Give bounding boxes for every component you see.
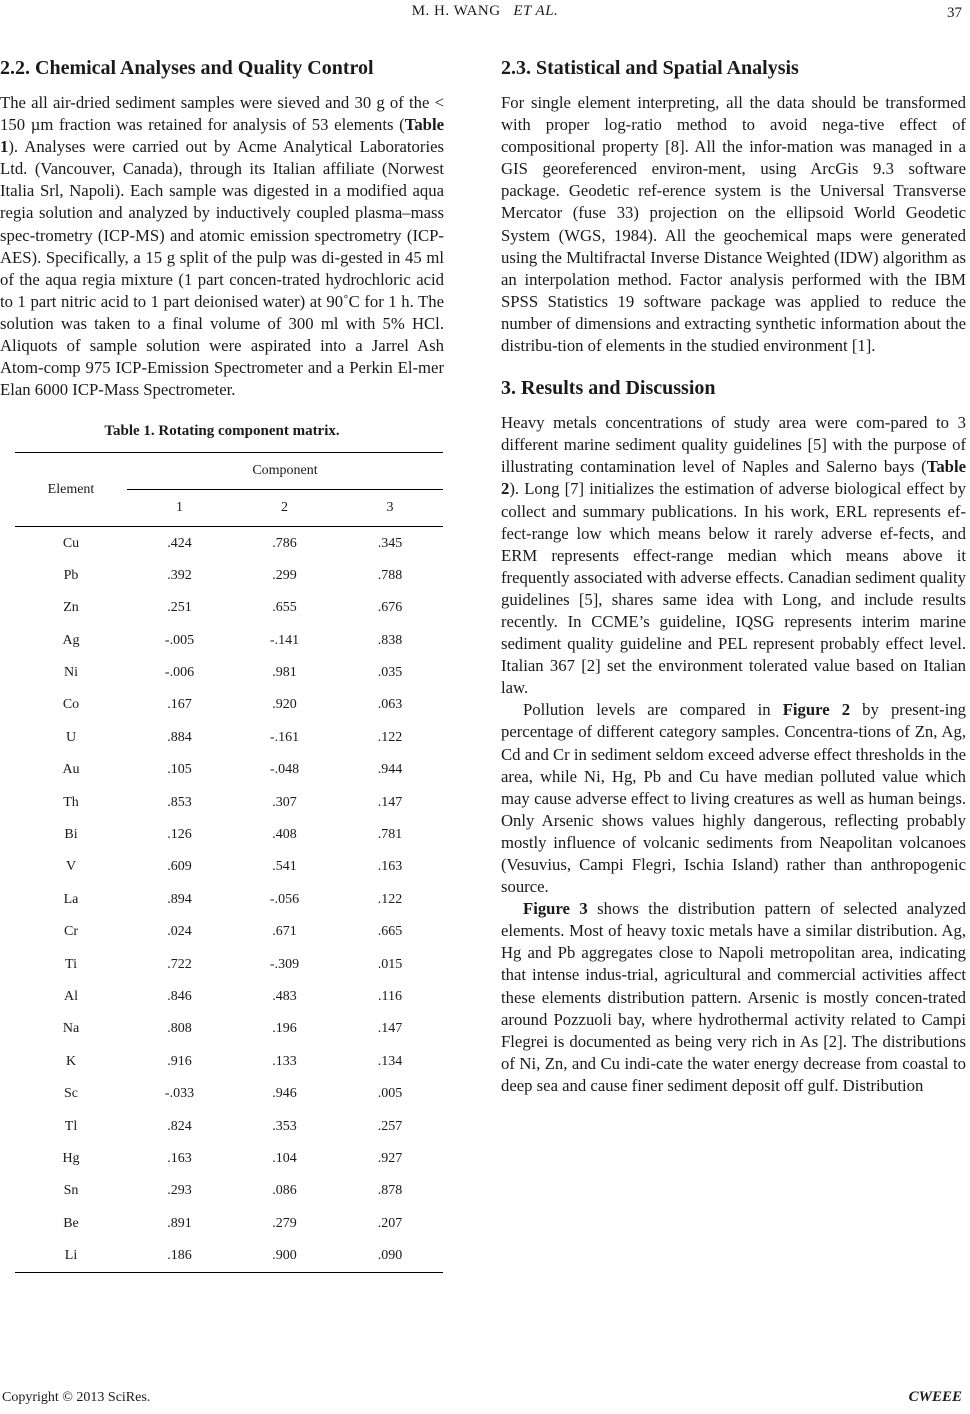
loading-cell: .781	[377, 827, 403, 843]
loading-cell: .884	[167, 729, 192, 745]
text-run: ). Long [7] initializes the estimation of adverse biological effect by collect and summary publications. In his work, ERL represents ef-fect-range low which means below it rarely adverse ef-fects, and ERM represents effect-range median which means above it frequently associated with adverse effects. Canadian sediment quality guidelines [5], shares same idea with Long, and include results recently. In CCME’s guideline, IQSG represents interim marine sediment quality guideline and PEL represent probably effect level. Italian 367 [2] set the environment tolerated value based on Italian law.	[501, 479, 966, 698]
paragraph-chemical-analyses	[0, 92, 444, 401]
figure-2-reference: Figure 2	[782, 700, 851, 720]
loading-cell: .134	[377, 1053, 403, 1069]
loading-cell: .345	[377, 535, 403, 551]
table-row	[15, 1046, 443, 1078]
loading-cell: .163	[377, 859, 403, 875]
loading-cell: .541	[272, 859, 297, 875]
loading-cell: .122	[377, 729, 403, 745]
table-1-reference: Table 1	[0, 115, 444, 157]
loading-cell: .147	[377, 1021, 403, 1037]
element-cell: La	[63, 891, 79, 907]
loading-cell: -.161	[269, 729, 300, 745]
element-cell: Zn	[63, 600, 79, 616]
page-footer	[0, 1384, 970, 1414]
loading-cell: .676	[377, 600, 403, 616]
table-2-reference: Table 2	[501, 457, 966, 499]
figure-3-reference: Figure 3	[523, 899, 588, 919]
text-run: by present-ing percentage of different category samples. Concentra-tions of Zn, Ag, Cd and Cr in sediment seldom exceed adverse effect thresholds in the area, while Ni, Hg, Pb and Cu have median polluted value which may cause adverse effect to living creatures as well as human beings. Only Arsenic shows values highly dangerous, reflecting probably mostly influence of volcanic sediments from Neapolitan volcanoes (Vesuvius, Campi Flegri, Ischia Island) rather than anthropogenic source.	[501, 700, 967, 897]
loading-cell: .424	[167, 535, 192, 551]
loading-cell: .122	[377, 891, 403, 907]
element-cell: Cu	[62, 535, 80, 551]
component-subheader: 2	[232, 490, 337, 527]
loading-cell: -.005	[164, 632, 195, 648]
loading-cell: .722	[167, 956, 192, 972]
running-head	[0, 3, 970, 20]
table-row	[15, 786, 443, 818]
loading-cell: .853	[167, 794, 192, 810]
loading-cell: .063	[377, 697, 403, 713]
table-row	[15, 560, 443, 592]
element-cell: Cr	[64, 924, 78, 940]
table-row	[15, 624, 443, 656]
table-row	[15, 1078, 443, 1110]
loading-cell: .671	[272, 924, 297, 940]
table-row	[15, 527, 443, 560]
loading-cell: .483	[272, 988, 297, 1004]
section-heading-results: 3. Results and Discussion	[501, 377, 716, 400]
loading-cell: .408	[272, 827, 297, 843]
element-cell: Al	[64, 988, 78, 1004]
element-cell: Na	[62, 1021, 80, 1037]
loading-cell: -.033	[164, 1086, 195, 1102]
paragraph-statistical-analysis: For single element interpreting, all the data should be transformed with proper log-ratio method to avoid nega-tive effect of compositional property [8]. All the infor-mation was managed in a GIS georeferenced environ-ment, using ArcGis 9.3 software package. Geodetic ref-erence system is the Universal Transverse Mercator (fuse 33) projection on the ellipsoid World Geodetic System (WGS, 1984). All the geochemical maps were generated using the Multifractal Inverse Distance Weighted (IDW) algorithm as an interpolation method. Factor analysis performed with the IBM SPSS Statistics 19 software package was applied to reduce the number of dimensions and extracting synthetic information about the distribu-tion of elements in the studied environment [1].	[501, 93, 966, 356]
loading-cell: .105	[167, 762, 192, 778]
loading-cell: .824	[167, 1118, 192, 1134]
paragraph-results-3	[501, 898, 966, 1097]
paragraph-results-2	[501, 699, 966, 898]
loading-cell: -.048	[269, 762, 300, 778]
element-cell: Hg	[62, 1150, 80, 1166]
loading-cell: .299	[272, 567, 297, 583]
loading-cell: .251	[167, 600, 192, 616]
right-column	[501, 55, 966, 1097]
component-matrix-table	[15, 452, 443, 1273]
loading-cell: .126	[167, 827, 192, 843]
component-subheader: 3	[337, 490, 443, 527]
element-cell: Sc	[64, 1086, 78, 1102]
loading-cell: .086	[272, 1183, 297, 1199]
paragraph-results-1	[501, 412, 966, 699]
element-cell: K	[65, 1053, 77, 1069]
loading-cell: .005	[377, 1086, 403, 1102]
loading-cell: .090	[337, 1240, 443, 1273]
loading-cell: .392	[167, 567, 192, 583]
table-row	[15, 948, 443, 980]
loading-cell: .207	[377, 1215, 403, 1231]
text-run: shows the distribution pattern of selected analyzed elements. Most of heavy toxic metals have a similar distribution. Ag, Hg and Pb aggregates close to Napoli metropolitan area, indicating that intense indus-trial, agricultural and commercial activities affect these elements distribution pattern. Arsenic is mostly concen-trated around Pozzuoli bay, where hydrothermal activity related to Campi Flegrei is documented as being very rich in As [2]. The distributions of Ni, Zn, and Cu indi-cate the water energy decrease from coastal to deep sea and cause finer sediment deposit off gulf. Distribution	[501, 899, 966, 1095]
left-column	[0, 55, 444, 1273]
page-header	[0, 0, 970, 30]
element-cell: Sn	[63, 1183, 79, 1199]
table-row	[15, 916, 443, 948]
table-row	[15, 981, 443, 1013]
loading-cell: .846	[167, 988, 192, 1004]
component-subheader: 1	[127, 490, 232, 527]
table-row	[15, 884, 443, 916]
element-cell: Bi	[64, 827, 78, 843]
loading-cell: .024	[167, 924, 192, 940]
loading-cell: .946	[272, 1086, 297, 1102]
loading-cell: .163	[167, 1150, 192, 1166]
element-cell: Li	[15, 1240, 127, 1273]
element-cell: Pb	[63, 567, 79, 583]
section-heading-statistical-analysis: 2.3. Statistical and Spatial Analysis	[501, 57, 799, 79]
element-cell: Ni	[64, 665, 78, 681]
loading-cell: .894	[167, 891, 192, 907]
copyright-notice: Copyright © 2013 SciRes.	[2, 1390, 151, 1405]
element-cell: Ag	[62, 632, 80, 648]
text-run: Heavy metals concentrations of study area were com-pared to 3 different marine sediment quality guidelines [5] with the purpose of illustrating contamination level of Naples and Salerno bays (	[501, 413, 966, 477]
loading-cell: .196	[272, 1021, 297, 1037]
loading-cell: .944	[377, 762, 403, 778]
loading-cell: .900	[232, 1240, 337, 1273]
text-run: The all air-dried sediment samples were sieved and 30 g of the < 150 µm fraction was retained for analysis of 53 elements (	[0, 93, 444, 135]
loading-cell: -.141	[269, 632, 300, 648]
table-row	[15, 1143, 443, 1175]
table-row	[15, 819, 443, 851]
loading-cell: .293	[167, 1183, 192, 1199]
element-cell: Tl	[64, 1118, 78, 1134]
loading-cell: .186	[127, 1240, 232, 1273]
table-caption: Table 1. Rotating component matrix.	[104, 423, 340, 440]
loading-cell: .788	[377, 567, 403, 583]
table-row	[15, 1013, 443, 1045]
loading-cell: .167	[167, 697, 192, 713]
loading-cell: .891	[167, 1215, 192, 1231]
element-cell: Au	[62, 762, 80, 778]
table-row	[15, 657, 443, 689]
loading-cell: .878	[377, 1183, 403, 1199]
loading-cell: .257	[377, 1118, 403, 1134]
table-row	[15, 1175, 443, 1207]
table-body	[15, 527, 443, 1273]
text-run: ). Analyses were carried out by Acme Analytical Laboratories Ltd. (Vancouver, Canada), through its Italian affiliate (Norwest Italia Srl, Napoli). Each sample was digested in a modified aqua regia solution and analyzed by inductively coupled plasma–mass spec-trometry (ICP-MS) and atomic emission spectrometry (ICP-AES). Specifically, a 15 g split of the pulp was di-gested in 45 ml of the aqua regia mixture (1 part concen-trated hydrochloric acid to 1 part nitric acid to 1 part deionised water) at 90˚C for 1 h. The solution was taken to a final volume of 300 ml with 5% HCl. Aliquots of sample solution were aspirated into a Jarrel Ash Atom-comp 975 ICP-Emission Spectrometer and a Perkin El-mer Elan 6000 ICP-Mass Spectrometer.	[0, 137, 444, 400]
element-cell: Be	[63, 1215, 79, 1231]
loading-cell: .808	[167, 1021, 192, 1037]
journal-name: CWEEE	[908, 1389, 962, 1405]
loading-cell: .133	[272, 1053, 297, 1069]
component-column-header: Component	[127, 453, 443, 490]
table-row	[15, 851, 443, 883]
loading-cell: .353	[272, 1118, 297, 1134]
running-head-et-al: ET AL.	[513, 3, 559, 19]
page-number: 37	[947, 5, 962, 21]
loading-cell: .609	[167, 859, 192, 875]
loading-cell: .147	[377, 794, 403, 810]
loading-cell: .015	[377, 956, 403, 972]
loading-cell: -.056	[269, 891, 300, 907]
element-cell: U	[65, 729, 77, 745]
loading-cell: -.309	[269, 956, 300, 972]
table-row	[15, 592, 443, 624]
loading-cell: .838	[377, 632, 403, 648]
loading-cell: -.006	[164, 665, 195, 681]
text-run: Pollution levels are compared in	[523, 700, 783, 720]
section-heading-chemical-analyses: 2.2. Chemical Analyses and Quality Control	[0, 57, 374, 79]
loading-cell: .927	[377, 1150, 403, 1166]
element-column-header: Element	[15, 453, 127, 527]
loading-cell: .104	[272, 1150, 297, 1166]
loading-cell: .035	[377, 665, 403, 681]
table-row	[15, 754, 443, 786]
loading-cell: .307	[272, 794, 297, 810]
loading-cell: .116	[378, 988, 402, 1004]
loading-cell: .665	[377, 924, 403, 940]
table-row	[15, 1240, 443, 1273]
running-head-authors: M. H. WANG	[411, 3, 501, 19]
element-cell: Th	[63, 794, 79, 810]
loading-cell: .655	[272, 600, 297, 616]
loading-cell: .786	[272, 535, 297, 551]
loading-cell: .916	[167, 1053, 192, 1069]
element-cell: V	[65, 859, 77, 875]
loading-cell: .981	[272, 665, 297, 681]
element-cell: Co	[62, 697, 80, 713]
table-row	[15, 1110, 443, 1142]
table-row	[15, 722, 443, 754]
element-cell: Ti	[65, 956, 77, 972]
table-row	[15, 689, 443, 721]
table-row	[15, 1208, 443, 1240]
loading-cell: .920	[272, 697, 297, 713]
loading-cell: .279	[272, 1215, 297, 1231]
